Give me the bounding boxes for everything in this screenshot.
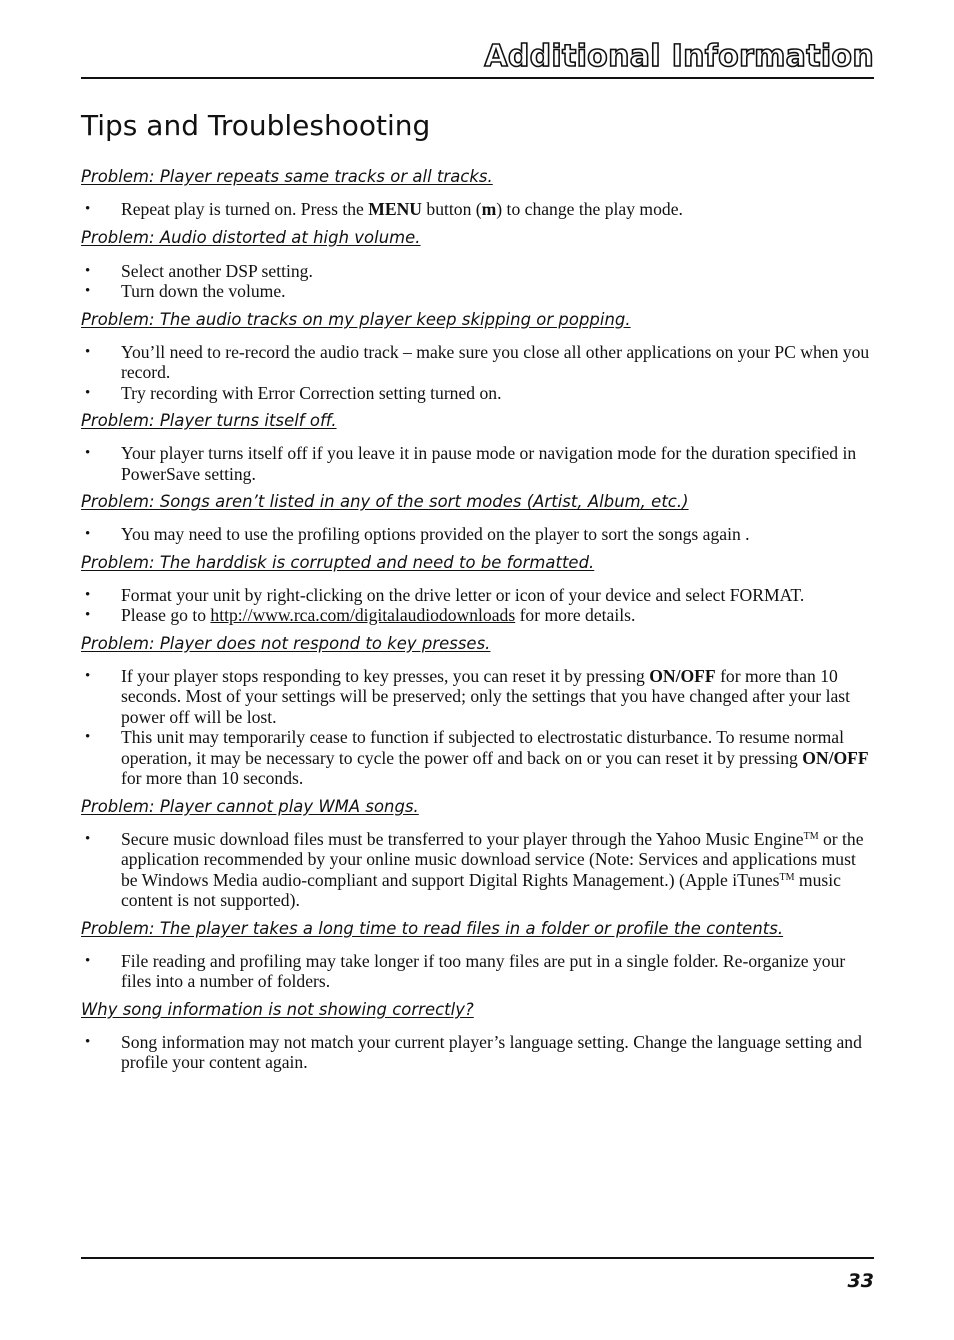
problem-heading: Why song information is not showing correctly? bbox=[81, 999, 474, 1019]
solution-item: • Select another DSP setting. bbox=[85, 260, 313, 281]
bullet-icon: • bbox=[85, 607, 91, 623]
problem-heading: Problem: Audio distorted at high volume. bbox=[81, 227, 421, 247]
solution-item: • Try recording with Error Correction setting turned on. bbox=[85, 382, 502, 403]
problem-heading: Problem: The audio tracks on my player keep skipping or popping. bbox=[81, 309, 631, 329]
page-number: 33 bbox=[847, 1270, 874, 1292]
solution-item: • You’ll need to re-record the audio track – make sure you close all other applications on your PC when you record. bbox=[85, 341, 870, 382]
problem-heading: Problem: Player repeats same tracks or all tracks. bbox=[81, 167, 493, 186]
solution-item: • This unit may temporarily cease to function if subjected to electrostatic disturbance. To resume normal operation, it may be necessary to cycle the power off and back on or you can reset it by pressing ON/OFF for more than 10 seconds. bbox=[85, 727, 869, 788]
bullet-icon: • bbox=[85, 283, 91, 299]
solution-list bbox=[81, 342, 874, 404]
solution-list bbox=[81, 666, 874, 789]
solution-item: • Secure music download files must be transferred to your player through the Yahoo Music Engine™ or the application recommended by your online music download service (Note: Services and applications must be Windows Media audio-compliant and support Digital Rights Management.) (Apple iTunes™ music content is not supported). bbox=[85, 828, 864, 910]
problem-heading: Problem: The harddisk is corrupted and need to be formatted. bbox=[81, 552, 595, 572]
bullet-icon: • bbox=[85, 343, 91, 360]
header-rule bbox=[81, 77, 874, 79]
solution-list bbox=[81, 829, 874, 911]
footer-rule bbox=[81, 1257, 874, 1259]
problem-heading: Problem: The player takes a long time to read files in a folder or profile the contents. bbox=[81, 918, 784, 938]
solution-list bbox=[81, 261, 874, 302]
solution-item: • Song information may not match your current player’s language setting. Change the language setting and profile your content again. bbox=[85, 1031, 862, 1072]
solution-item: • Your player turns itself off if you leave it in pause mode or navigation mode for the duration specified in PowerSave setting. bbox=[85, 443, 857, 484]
m-key: m bbox=[481, 199, 497, 219]
solution-list bbox=[81, 585, 874, 626]
solution-item: • Format your unit by right-clicking on the drive letter or icon of your device and select FORMAT. bbox=[85, 584, 805, 605]
bullet-icon: • bbox=[85, 201, 91, 217]
problem-heading: Problem: Songs aren’t listed in any of the sort modes (Artist, Album, etc.) bbox=[81, 492, 689, 511]
bullet-icon: • bbox=[85, 262, 91, 279]
solution-item: • If your player stops responding to key presses, you can reset it by pressing ON/OFF for more than 10 seconds. Most of your settings will be preserved; only the settings that you have changed after your last power off will be lost. bbox=[85, 665, 850, 727]
problem-heading: Problem: Player does not respond to key presses. bbox=[81, 633, 491, 653]
solution-list bbox=[81, 443, 874, 484]
trademark-mark: TM bbox=[779, 871, 795, 883]
solution-list bbox=[81, 524, 874, 545]
trademark-mark: TM bbox=[803, 830, 819, 842]
bullet-icon: • bbox=[85, 526, 91, 542]
solution-item: • You may need to use the profiling options provided on the player to sort the songs again . bbox=[85, 524, 750, 544]
bullet-icon: • bbox=[85, 729, 91, 745]
page-title: Tips and Troubleshooting bbox=[81, 109, 431, 142]
problem-heading: Problem: Player turns itself off. bbox=[81, 411, 337, 430]
bullet-icon: • bbox=[85, 384, 91, 401]
bullet-icon: • bbox=[85, 586, 91, 603]
rca-downloads-link[interactable]: http://www.rca.com/digitalaudiodownloads bbox=[210, 605, 516, 625]
solution-list bbox=[81, 951, 874, 992]
bullet-icon: • bbox=[85, 667, 91, 684]
menu-key: MENU bbox=[368, 199, 423, 219]
bullet-icon: • bbox=[85, 445, 91, 461]
solution-list bbox=[81, 1032, 874, 1073]
on-off-key: ON/OFF bbox=[802, 747, 869, 768]
troubleshooting-content bbox=[81, 165, 874, 1073]
solution-item: • Repeat play is turned on. Press the MENU button (m) to change the play mode. bbox=[85, 199, 683, 219]
bullet-icon: • bbox=[85, 952, 91, 969]
problem-heading: Problem: Player cannot play WMA songs. bbox=[81, 796, 419, 816]
on-off-key: ON/OFF bbox=[649, 665, 716, 686]
solution-item: • File reading and profiling may take longer if too many files are put in a single folder. Re-organize your files into a number of folders. bbox=[85, 950, 846, 991]
solution-item: • Please go to http://www.rca.com/digitalaudiodownloads for more details. bbox=[85, 605, 636, 625]
solution-list bbox=[81, 199, 874, 220]
section-header: Additional Information bbox=[484, 39, 874, 74]
bullet-icon: • bbox=[85, 830, 91, 847]
solution-item: • Turn down the volume. bbox=[85, 281, 286, 301]
bullet-icon: • bbox=[85, 1033, 91, 1050]
